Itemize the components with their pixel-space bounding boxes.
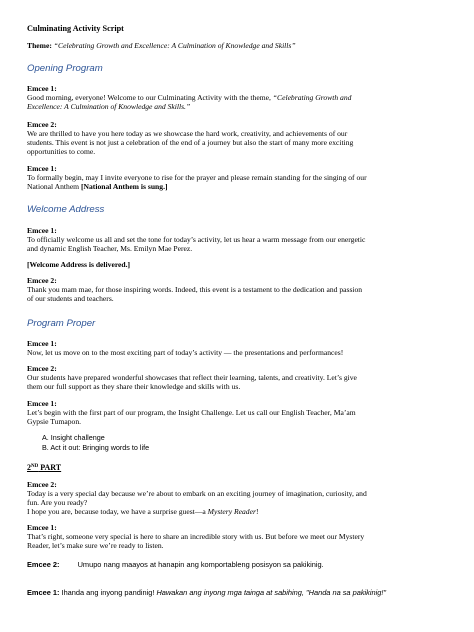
script-line: We are thrilled to have you here today as we showcase the hard work, creativity, and achievements of our [27,129,348,138]
list-item: B. Act it out: Bringing words to life [42,443,150,452]
speaker-label: Emcee 1: [27,588,60,597]
speaker-label: Emcee 2: [27,276,57,285]
script-line: Let’s begin with the first part of our program, the Insight Challenge. Let us call our English Teacher, Ma’am [27,408,356,417]
script-line: and dynamic English Teacher, Ms. Emilyn Mae Perez. [27,244,193,253]
speaker-label: Emcee 1: [27,339,57,348]
speaker-label: Emcee 1: [27,164,57,173]
script-line: students. This event is not just a celebration of the end of a journey but also the start of many more exciting [27,138,354,147]
stage-direction: [Welcome Address is delivered.] [27,260,131,269]
script-line: Good morning, everyone! Welcome to our Culminating Activity with the theme, “Celebrating Growth and [27,93,352,102]
script-line: Emcee 1: Ihanda ang inyong pandinig! Hawakan ang inyong mga tainga at sabihing, "Handa na sa pakikinig!" [27,588,387,597]
document-title: Culminating Activity Script [27,24,124,33]
script-line: Emcee 2: Umupo nang maayos at hanapin ang komportableng posisyon sa pakikinig. [27,560,324,569]
script-line: of our students and teachers. [27,294,114,303]
speaker-label: Emcee 1: [27,523,57,532]
speaker-label: Emcee 1: [27,399,57,408]
speaker-label: Emcee 1: [27,84,57,93]
speaker-label: Emcee 2: [27,120,57,129]
script-line: fun. Are you ready? [27,498,88,507]
script-line: Reader, let’s make sure we’re ready to listen. [27,541,164,550]
part-heading: 2ND PART [27,463,62,472]
script-line: Excellence: A Culmination of Knowledge and Skills.” [27,102,191,111]
section-heading-welcome: Welcome Address [27,204,105,215]
theme-line [27,41,457,50]
script-line: To officially welcome us all and set the tone for today’s activity, let us hear a warm message from our energetic [27,235,366,244]
script-line: National Anthem [National Anthem is sung.] [27,182,168,191]
script-line: Today is a very special day because we’re about to embark on an exciting journey of imagination, curiosity, and [27,489,367,498]
speaker-label: Emcee 2: [27,364,57,373]
section-heading-opening: Opening Program [27,63,103,74]
script-line: Thank you mam mae, for those inspiring words. Indeed, this event is a testament to the dedication and passion [27,285,363,294]
theme-label: Theme: [27,41,52,50]
speaker-label: Emcee 2: [27,560,60,569]
script-line: opportunities to come. [27,147,96,156]
list-item: A. Insight challenge [42,433,105,442]
section-heading-program-proper: Program Proper [27,318,96,329]
script-line: Gypsie Tumapon. [27,417,82,426]
speaker-label: Emcee 2: [27,480,57,489]
script-line: them our full support as they share their knowledge and skills with us. [27,382,241,391]
script-line: That’s right, someone very special is here to share an incredible story with us. But before we meet our Mystery [27,532,365,541]
script-line: I hope you are, because today, we have a surprise guest—a Mystery Reader! [27,507,259,516]
script-line: To formally begin, may I invite everyone to rise for the prayer and please remain standing for the singing of our [27,173,367,182]
script-line: Our students have prepared wonderful showcases that reflect their learning, talents, and creativity. Let’s give [27,373,357,382]
speaker-label: Emcee 1: [27,226,57,235]
script-line: Now, let us move on to the most exciting part of today’s activity — the presentations and performances! [27,348,344,357]
theme-text: “Celebrating Growth and Excellence: A Culmination of Knowledge and Skills” [53,41,296,50]
